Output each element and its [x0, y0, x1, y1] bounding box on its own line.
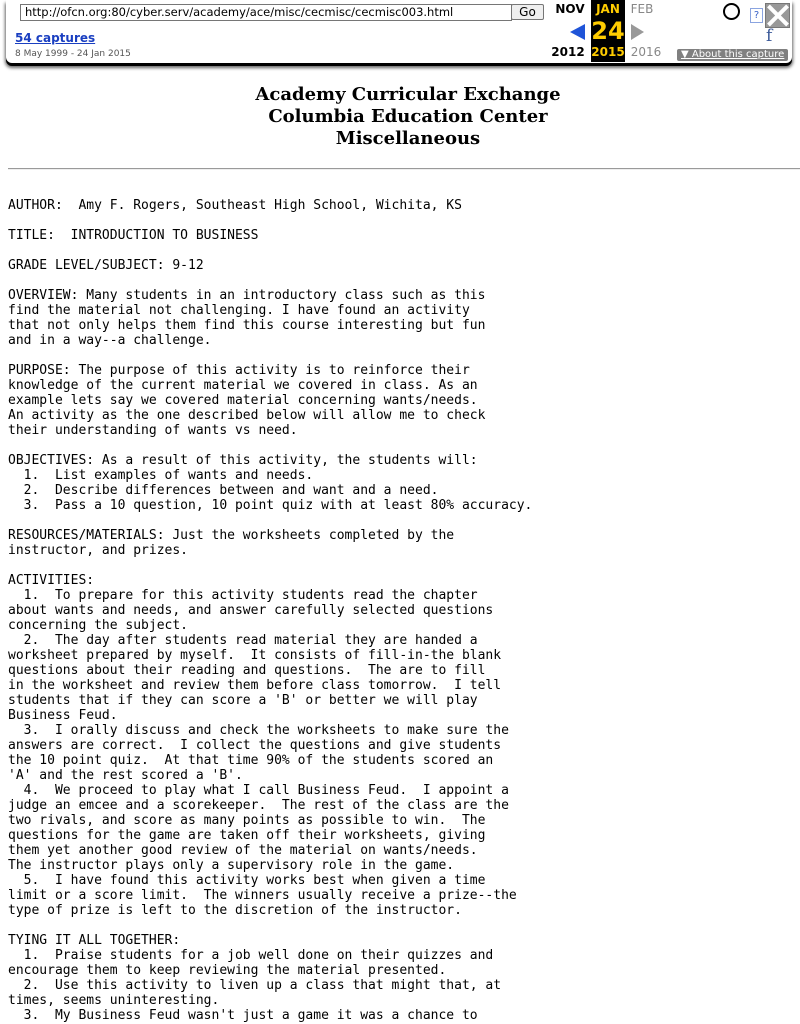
url-input[interactable] [20, 4, 512, 21]
heading-line: Academy Curricular Exchange [255, 84, 561, 105]
next-month-label: FEB [630, 2, 654, 16]
close-icon[interactable] [765, 3, 790, 28]
current-capture-column [591, 0, 625, 62]
horizontal-rule [8, 168, 800, 170]
about-capture-label: ▼ About this capture [681, 49, 785, 60]
current-year: 2015 [591, 45, 625, 59]
page-heading [8, 84, 800, 150]
next-year-label: 2016 [630, 45, 662, 59]
previous-capture-arrow-icon[interactable] [570, 24, 585, 40]
heading-line: Columbia Education Center [268, 106, 548, 127]
wayback-toolbar [6, 0, 792, 63]
about-capture-button[interactable] [677, 49, 788, 61]
go-button[interactable]: Go [511, 4, 544, 20]
next-capture-arrow-icon[interactable] [631, 24, 644, 40]
circle-icon[interactable] [723, 3, 740, 20]
prev-year-link[interactable]: 2012 [551, 45, 585, 59]
facebook-icon[interactable]: f [766, 26, 773, 46]
captures-link[interactable]: 54 captures [15, 31, 96, 45]
current-day: 24 [591, 17, 625, 45]
lesson-plan-text: AUTHOR: Amy F. Rogers, Southeast High School, Wichita, KS TITLE: INTRODUCTION TO BUSINESS GRADE LEVEL/SUBJECT: 9-12 OVERVIEW: Many students in an introductory class such as this find the material not challenging. I have found an activity that not only helps them find this course interesting but fun and in a way--a challenge. PURPOSE: The purpose of this activity is to reinforce their knowledge of the current material we covered in class. As an example lets say we covered material concerning wants/needs. An activity as the one described below will allow me to check their understanding of wants vs need. OBJECTIVES: As a result of this activity, the students will: 1. List examples of wants and needs. 2. Describe differences between and want and a need. 3. Pass a 10 question, 10 point quiz with at least 80% accuracy. RESOURCES/MATERIALS: Just the worksheets completed by the instructor, and prizes. ACTIVITIES: 1. To prepare for this activity students read the chapter about wants and needs, and answer carefully selected questions concerning the subject. 2. The day after students read material they are handed a worksheet prepared by myself. It consists of fill-in-the blank questions about their reading and questions. The are to fill in the worksheet and review them before class tomorrow. I tell students that if they can score a 'B' or better we will play Business Feud. 3. I orally discuss and check the worksheets to make sure the answers are correct. I collect the questions and give students the 10 point quiz. At that time 90% of the students scored an 'A' and the rest scored a 'B'. 4. We proceed to play what I call Business Feud. I appoint a judge an emcee and a scorekeeper. The rest of the class are the two rivals, and score as many points as possible to win. The questions for the game are taken off their worksheets, giving them yet another good review of the material on wants/needs. The instructor plays only a supervisory role in the game. 5. I have found this activity works best when given a time limit or a score limit. The winners usually receive a prize--the type of prize is left to the discretion of the instructor. TYING IT ALL TOGETHER: 1. Praise students for a job well done on their quizzes and encourage them to keep reviewing the material presented. 2. Use this activity to liven up a class that might that, at times, seems uninteresting. 3. My Business Feud wasn't just a game it was a chance to [8, 198, 533, 1023]
capture-date-range: 8 May 1999 - 24 Jan 2015 [15, 49, 131, 59]
prev-month-link[interactable]: NOV [555, 2, 585, 16]
heading-line: Miscellaneous [335, 128, 481, 149]
current-month: JAN [596, 2, 620, 16]
help-icon[interactable]: ? [750, 8, 763, 23]
